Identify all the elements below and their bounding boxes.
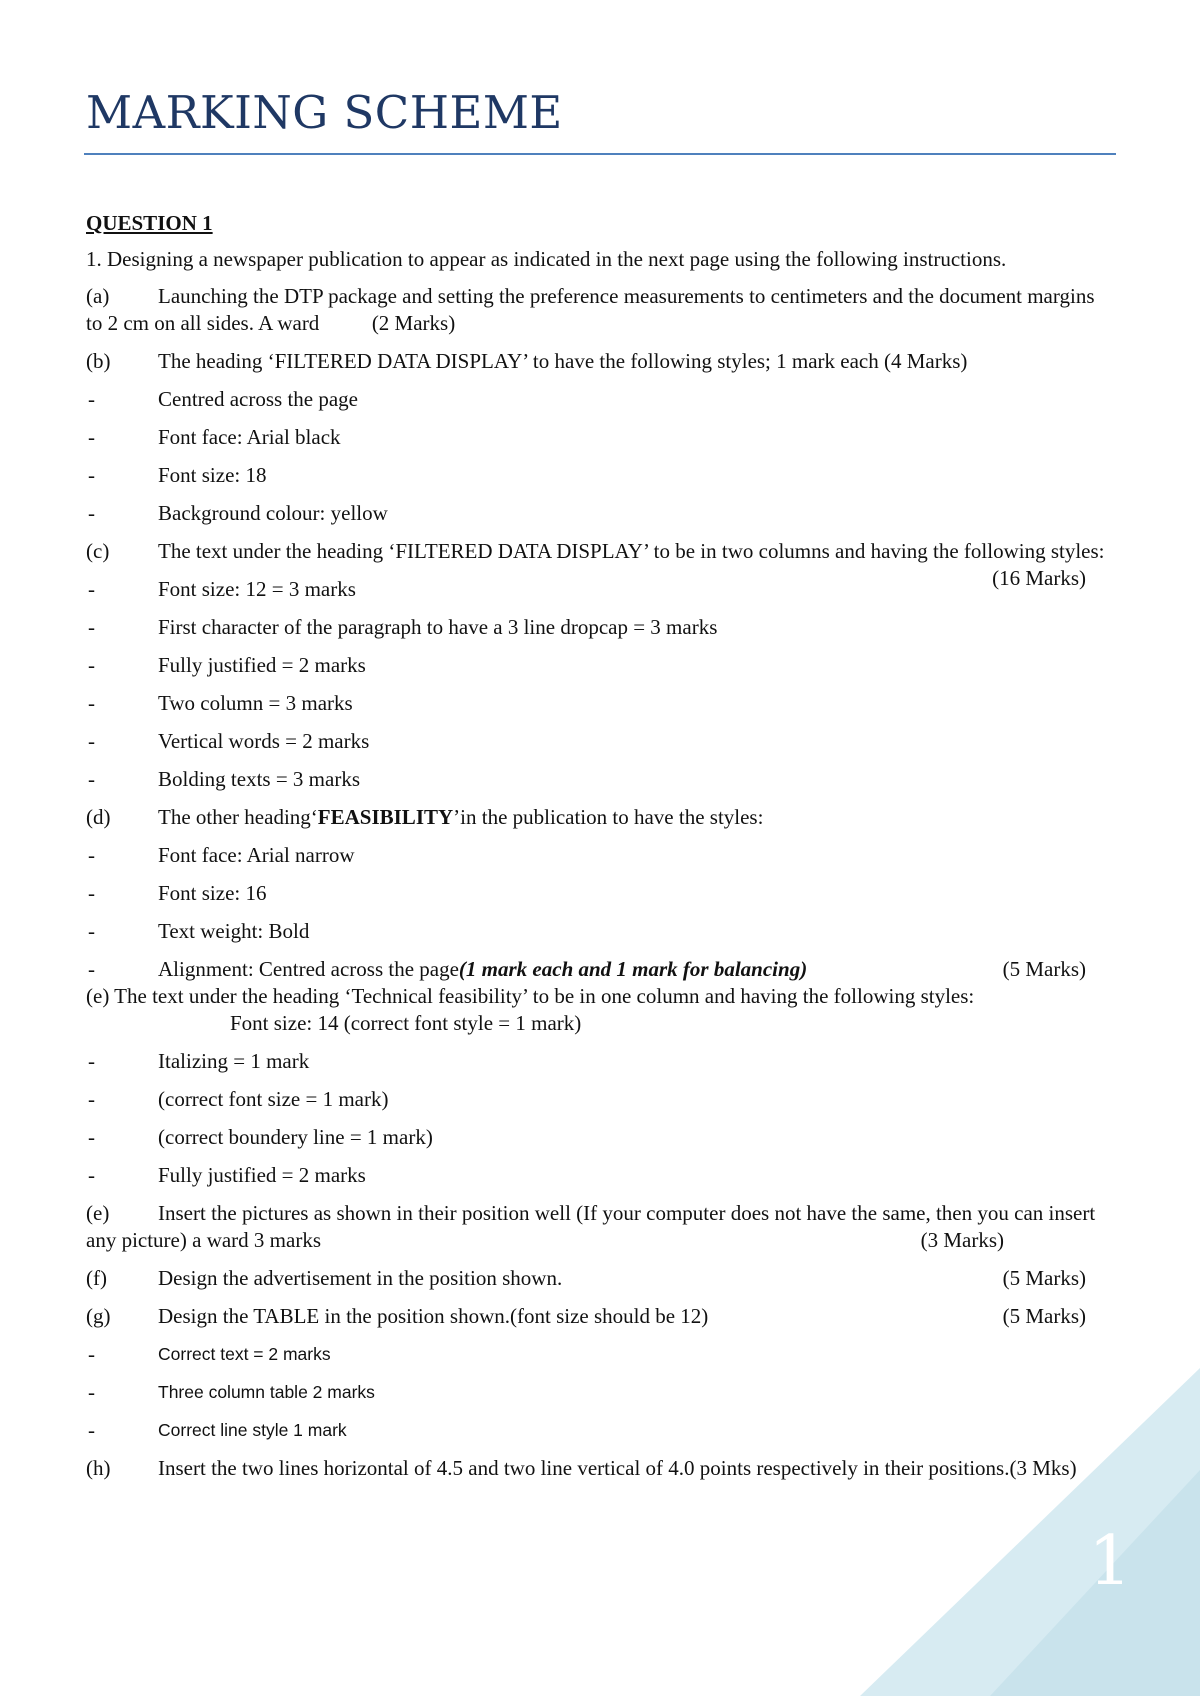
item-g-text-wrap [158,1303,1116,1330]
item-d-bold-word: FEASIBILITY [317,805,454,829]
list-item [86,386,1116,413]
list-item [86,1379,1116,1406]
item-d-style-4 [158,956,1116,983]
bullet-dash: - [88,919,95,943]
bullet-dash: - [88,691,95,715]
item-d-label: (d) [86,805,111,829]
item-h [86,1455,1116,1482]
list-item [86,652,1116,679]
item-h-text: Insert the two lines horizontal of 4.5 and two line vertical of 4.0 points respectively in their positions.(3 Mks) [158,1456,1077,1480]
item-f-label: (f) [86,1266,107,1290]
bullet-dash: - [88,1418,95,1442]
list-item [86,918,1116,945]
list-item [86,728,1116,755]
item-f-marks: (5 Marks) [1002,1266,1086,1290]
item-d-text-before: The other heading‘ [158,805,318,829]
list-item [86,1086,1116,1113]
item-b-style-2: Font face: Arial black [158,425,341,449]
item-c-label: (c) [86,539,110,563]
item-d-style-1: Font face: Arial narrow [158,843,355,867]
item-g-style-1: Correct text = 2 marks [158,1344,331,1364]
item-e1-text: (e) The text under the heading ‘Technical feasibility’ to be in one column and having the following styles: [86,984,975,1008]
item-e1-subline: Font size: 14 (correct font style = 1 mark) [230,1011,582,1035]
item-b-label: (b) [86,349,111,373]
list-item [86,462,1116,489]
bullet-dash: - [88,843,95,867]
item-d-marks: (5 Marks) [1002,957,1086,981]
bullet-dash: - [88,1049,95,1073]
list-item [86,1048,1116,1075]
question-heading: QUESTION 1 [86,211,213,235]
item-a-text: Launching the DTP package and setting the preference measurements to centimeters and the document margins to 2 cm on all sides. A ward [86,284,1095,335]
item-e1-style-3: (correct boundery line = 1 mark) [158,1125,433,1149]
item-d [86,804,1116,831]
bullet-dash: - [88,577,95,601]
item-c-marks: (16 Marks) [992,566,1086,590]
bullet-dash: - [88,729,95,753]
list-item [86,766,1116,793]
list-item [86,424,1116,451]
document-body [86,210,1116,1493]
item-d-text-after: ’in the publication to have the styles: [453,805,764,829]
item-b-text: The heading ‘FILTERED DATA DISPLAY’ to have the following styles; 1 mark each (4 Marks) [158,349,968,373]
item-d-text [158,804,1116,831]
item-a-marks: (2 Marks) [371,311,456,335]
bullet-dash: - [88,653,95,677]
bullet-dash: - [88,1087,95,1111]
item-e2-label: (e) [86,1201,110,1225]
item-b-style-3: Font size: 18 [158,463,267,487]
list-item [86,1124,1116,1151]
item-c-text: The text under the heading ‘FILTERED DATA DISPLAY’ to be in two columns and having the following styles: [158,539,1105,563]
bullet-dash: - [88,881,95,905]
list-item [86,614,1116,641]
page-title: MARKING SCHEME [86,86,563,139]
item-c-style-1: Font size: 12 = 3 marks [158,577,356,601]
bullet-dash: - [88,1380,95,1404]
item-d-style-3: Text weight: Bold [158,919,310,943]
item-e2-text: Insert the pictures as shown in their position well (If your computer does not have the same, then you can insert any picture) a ward 3 marks [86,1201,1096,1252]
bullet-dash: - [88,463,95,487]
page-number: 1 [1088,1522,1132,1601]
question-intro: 1. Designing a newspaper publication to appear as indicated in the next page using the following instructions. [86,247,1007,271]
item-a-label: (a) [86,284,110,308]
item-g-style-3: Correct line style 1 mark [158,1420,347,1440]
list-item [86,1417,1116,1444]
item-g-style-2: Three column table 2 marks [158,1382,375,1402]
item-c-style-2: First character of the paragraph to have a 3 line dropcap = 3 marks [158,615,718,639]
list-item [86,842,1116,869]
list-item [86,880,1116,907]
bullet-dash: - [88,501,95,525]
title-divider [84,153,1116,155]
item-d-alignment-emphasis: (1 mark each and 1 mark for balancing) [458,957,808,981]
item-b [86,348,1116,375]
bullet-dash: - [88,425,95,449]
item-c-style-4: Two column = 3 marks [158,691,353,715]
bullet-dash: - [88,1342,95,1366]
item-c-style-5: Vertical words = 2 marks [158,729,370,753]
item-e2 [86,1200,1116,1254]
bullet-dash: - [88,387,95,411]
item-d-alignment-text: Alignment: Centred across the page [158,957,459,981]
item-c-style-6: Bolding texts = 3 marks [158,767,361,791]
bullet-dash: - [88,957,95,981]
bullet-dash: - [88,615,95,639]
item-e1-style-4: Fully justified = 2 marks [158,1163,366,1187]
list-item [86,576,992,603]
item-b-style-1: Centred across the page [158,387,359,411]
item-g [86,1303,1116,1330]
bullet-dash: - [88,1125,95,1149]
item-a [86,283,1116,337]
item-b-style-4: Background colour: yellow [158,501,388,525]
list-item [86,500,1116,527]
list-item [86,1162,1116,1189]
item-g-label: (g) [86,1304,111,1328]
item-g-marks: (5 Marks) [1002,1304,1086,1328]
item-e2-marks: (3 Marks) [920,1228,1004,1252]
item-h-label: (h) [86,1456,111,1480]
list-item [86,690,1116,717]
item-e1-style-2: (correct font size = 1 mark) [158,1087,389,1111]
list-item [86,1341,1116,1368]
bullet-dash: - [88,1163,95,1187]
item-f [86,1265,1116,1292]
item-g-text: Design the TABLE in the position shown.(font size should be 12) [158,1304,709,1328]
item-e1-style-1: Italizing = 1 mark [158,1049,310,1073]
item-f-text: Design the advertisement in the position shown. [158,1266,563,1290]
list-item [86,956,1116,983]
bullet-dash: - [88,767,95,791]
item-d-style-2: Font size: 16 [158,881,267,905]
item-c-style-3: Fully justified = 2 marks [158,653,366,677]
